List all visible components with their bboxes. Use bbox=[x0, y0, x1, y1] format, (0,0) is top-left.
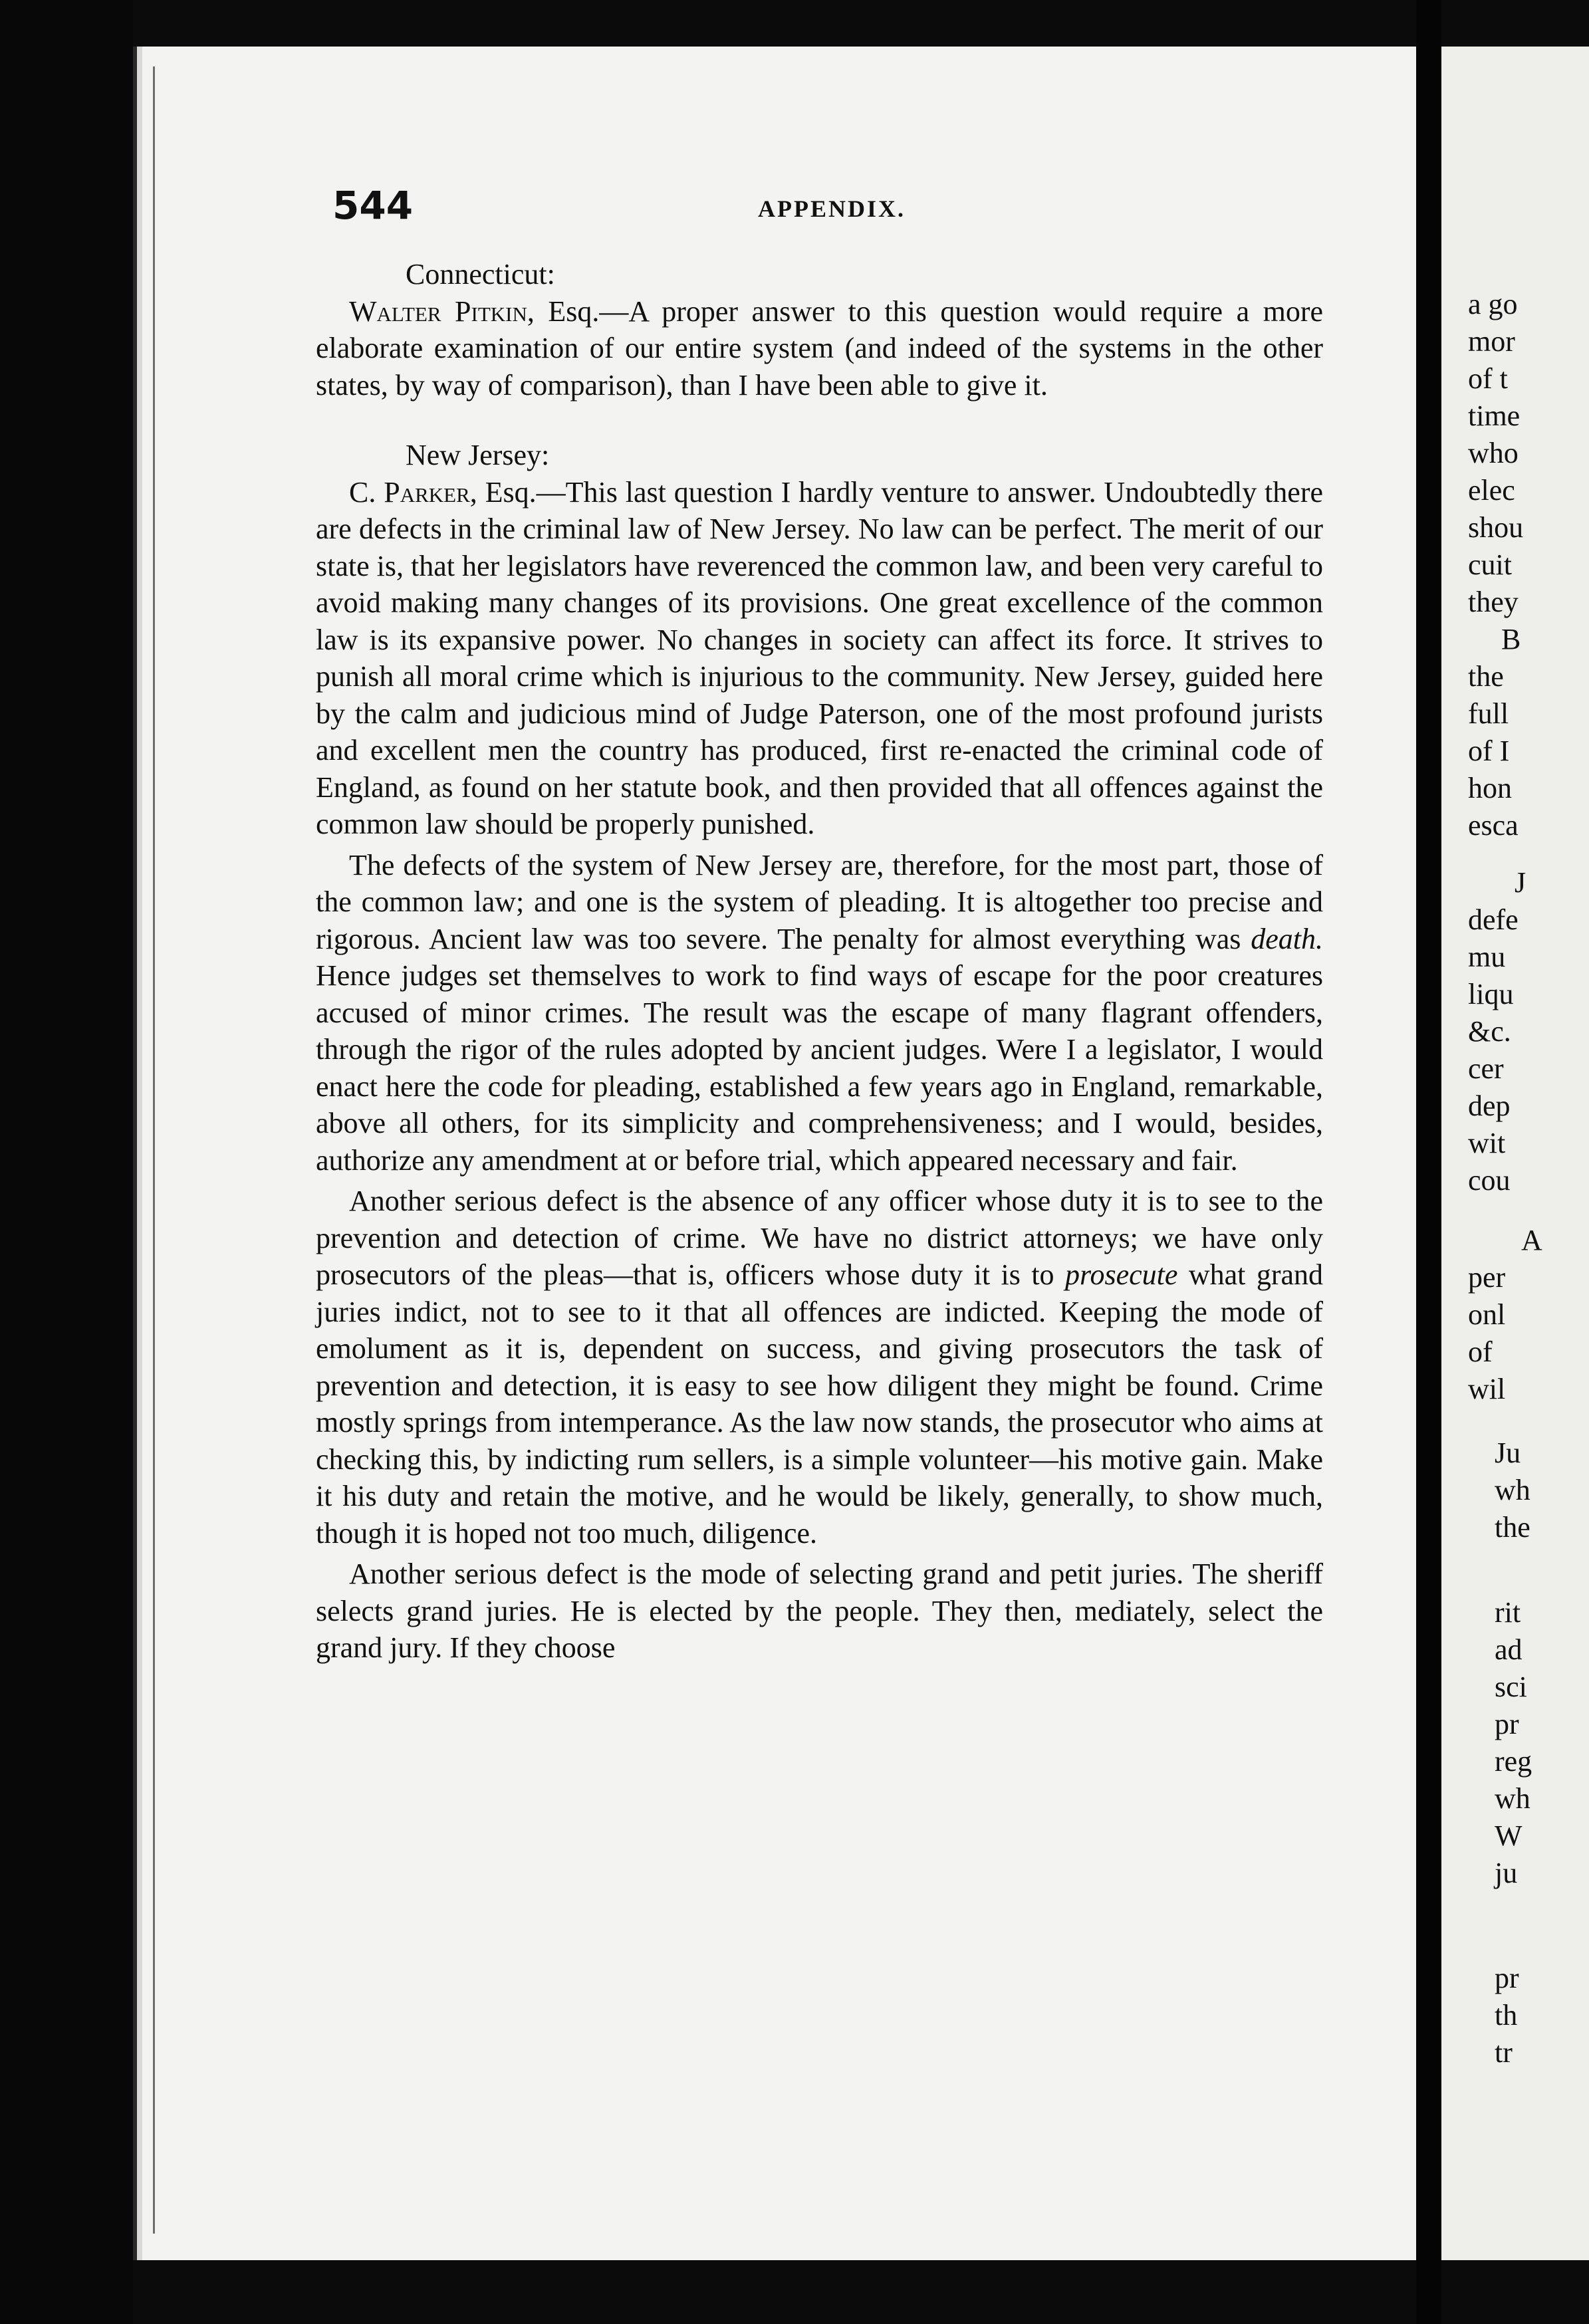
right-page-fragment: wh bbox=[1495, 1474, 1530, 1506]
right-page-fragment: mu bbox=[1468, 941, 1506, 973]
paragraph-text: This last question I hardly venture to answer. Undoubtedly there are defects in the criminal law of New Jersey. No law can be perfect. The merit of our state is, that her legislators have reverenced the common law, and been very careful to avoid making many changes of its provisions. One great excellence of the common law is its expansive power. No changes in society can affect its force. It strives to punish all moral crime which is injurious to the community. New Jersey, guided here by the calm and judicious mind of Judge Paterson, one of the most profound jurists and excellent men the country has produced, first re-enacted the criminal code of England, as found on her statute book, and then provided that all offences against the common law should be properly punished. bbox=[316, 475, 1323, 840]
right-page-fragment: of bbox=[1468, 1336, 1493, 1368]
speaker-suffix: , Esq.— bbox=[527, 294, 629, 328]
right-page-fragment: the bbox=[1468, 660, 1504, 693]
right-page-fragment: wh bbox=[1495, 1782, 1530, 1815]
right-page-fragment: cer bbox=[1468, 1052, 1504, 1085]
paragraph-text: The defects of the system of New Jersey are, therefore, for the most part, those of the common law; and one is the system of pleading. It is altogether too precise and rigorous. Ancient law was too severe. The penalty for almost everything was bbox=[316, 848, 1323, 955]
paragraph-parker-4 bbox=[316, 1556, 1323, 1667]
right-page-fragment: esca bbox=[1468, 809, 1519, 842]
book-gutter bbox=[1416, 0, 1441, 2324]
right-page-fragment: th bbox=[1495, 1999, 1518, 2032]
section-heading-connecticut: Connecticut: bbox=[406, 258, 555, 290]
right-page-fragment: cuit bbox=[1468, 548, 1512, 581]
scan-left-margin bbox=[0, 0, 133, 2324]
paragraph-text: Another serious defect is the mode of selecting grand and petit juries. The sheriff selects grand juries. He is elected by the people. They then, mediately, select the grand jury. If they choose bbox=[316, 1558, 1323, 1664]
speaker-name: Walter Pitkin bbox=[349, 294, 527, 328]
right-page-fragment: pr bbox=[1495, 1708, 1519, 1740]
right-page-fragment: of I bbox=[1468, 735, 1510, 767]
section-heading-new-jersey: New Jersey: bbox=[406, 439, 550, 471]
page-body bbox=[316, 256, 1323, 1667]
paragraph-text: what grand juries indict, not to see to it that all offences are indicted. Keeping the mode of emolument as it is, dependent on success, and giving prosecutors the task of prevention and detection, it is easy to see how diligent they might be found. Crime mostly springs from intemperance. As the law now stands, the prosecutor who aims at checking this, by indicting rum sellers, is a simple volunteer—his motive gain. Make it his duty and retain the motive, and he would be likely, generally, to show much, though it is hoped not too much, diligence. bbox=[316, 1258, 1323, 1550]
right-page-fragment: hon bbox=[1468, 772, 1512, 804]
right-page-fragment: a go bbox=[1468, 288, 1518, 320]
right-page-fragment: defe bbox=[1468, 903, 1519, 936]
right-page-fragment: &c. bbox=[1468, 1015, 1511, 1048]
right-page-fragment: per bbox=[1468, 1261, 1506, 1294]
running-head: APPENDIX. bbox=[758, 195, 906, 222]
right-page-fragment: elec bbox=[1468, 474, 1515, 507]
right-page-fragment: wit bbox=[1468, 1127, 1506, 1159]
paragraph-pitkin bbox=[316, 293, 1323, 404]
right-page-fragment: W bbox=[1495, 1819, 1523, 1852]
paragraph-text: Another serious defect is the absence of any officer whose duty it is to see to the prevention and detection of crime. We have no district attorneys; we have only prosecutors of the pleas—that is, officers whose duty it is to bbox=[316, 1185, 1323, 1291]
binding-edge bbox=[153, 66, 155, 2234]
right-page-fragment: wil bbox=[1468, 1373, 1506, 1405]
right-page-fragment: ju bbox=[1495, 1857, 1518, 1889]
right-page-fragment: B bbox=[1501, 623, 1521, 655]
right-page-fragment: dep bbox=[1468, 1090, 1511, 1122]
speaker-suffix: , Esq.— bbox=[469, 475, 566, 509]
right-page-fragment: pr bbox=[1495, 1962, 1519, 1994]
right-page-fragment: mor bbox=[1468, 325, 1515, 358]
paragraph-text: Hence judges set themselves to work to find ways of escape for the poor creatures accused of minor crimes. The result was the escape of many flagrant offenders, through the rigor of the rules adopted by ancient judges. Were I a legislator, I would enact here the code for pleading, established a few years ago in England, remarkable, above all others, for its simplicity and comprehensiveness; and I would, besides, authorize any amendment at or before trial, which appeared necessary and fair. bbox=[316, 959, 1323, 1177]
right-page-fragment: cou bbox=[1468, 1164, 1511, 1197]
right-page-fragment: sci bbox=[1495, 1671, 1527, 1703]
speaker-name: C. Parker bbox=[349, 475, 470, 509]
right-page-fragment: tr bbox=[1495, 2036, 1513, 2069]
right-page-fragment: they bbox=[1468, 586, 1519, 618]
page-number: 544 bbox=[332, 183, 414, 228]
page-header bbox=[332, 183, 1363, 243]
right-page bbox=[1441, 47, 1589, 2260]
right-page-fragment: full bbox=[1468, 697, 1509, 730]
right-page-fragment: onl bbox=[1468, 1298, 1506, 1331]
right-page-fragment: time bbox=[1468, 400, 1521, 432]
right-page-fragment: Ju bbox=[1495, 1437, 1521, 1469]
section-spacer bbox=[316, 404, 1323, 437]
right-page-fragment: the bbox=[1495, 1511, 1530, 1544]
right-page-fragment: who bbox=[1468, 437, 1519, 469]
paragraph-parker-3 bbox=[316, 1183, 1323, 1552]
right-page-fragment: J bbox=[1515, 866, 1527, 899]
paragraph-parker-2 bbox=[316, 847, 1323, 1179]
emphasis-text: prosecute bbox=[1064, 1258, 1178, 1291]
right-page-fragment: A bbox=[1521, 1224, 1542, 1256]
right-page-fragment: of t bbox=[1468, 362, 1508, 395]
paragraph-text: A proper answer to this question would require a more elaborate examination of our entire system (and indeed of the systems in the other states, by way of comparison), than I have been able to give it. bbox=[316, 294, 1323, 402]
emphasis-text: death. bbox=[1251, 922, 1323, 955]
right-page-fragment: shou bbox=[1468, 511, 1524, 544]
right-page-fragment: ad bbox=[1495, 1633, 1523, 1666]
right-page-fragment: reg bbox=[1495, 1745, 1532, 1778]
right-page-fragment: rit bbox=[1495, 1596, 1521, 1629]
right-page-fragment: liqu bbox=[1468, 978, 1514, 1010]
paragraph-parker-1 bbox=[316, 474, 1323, 843]
